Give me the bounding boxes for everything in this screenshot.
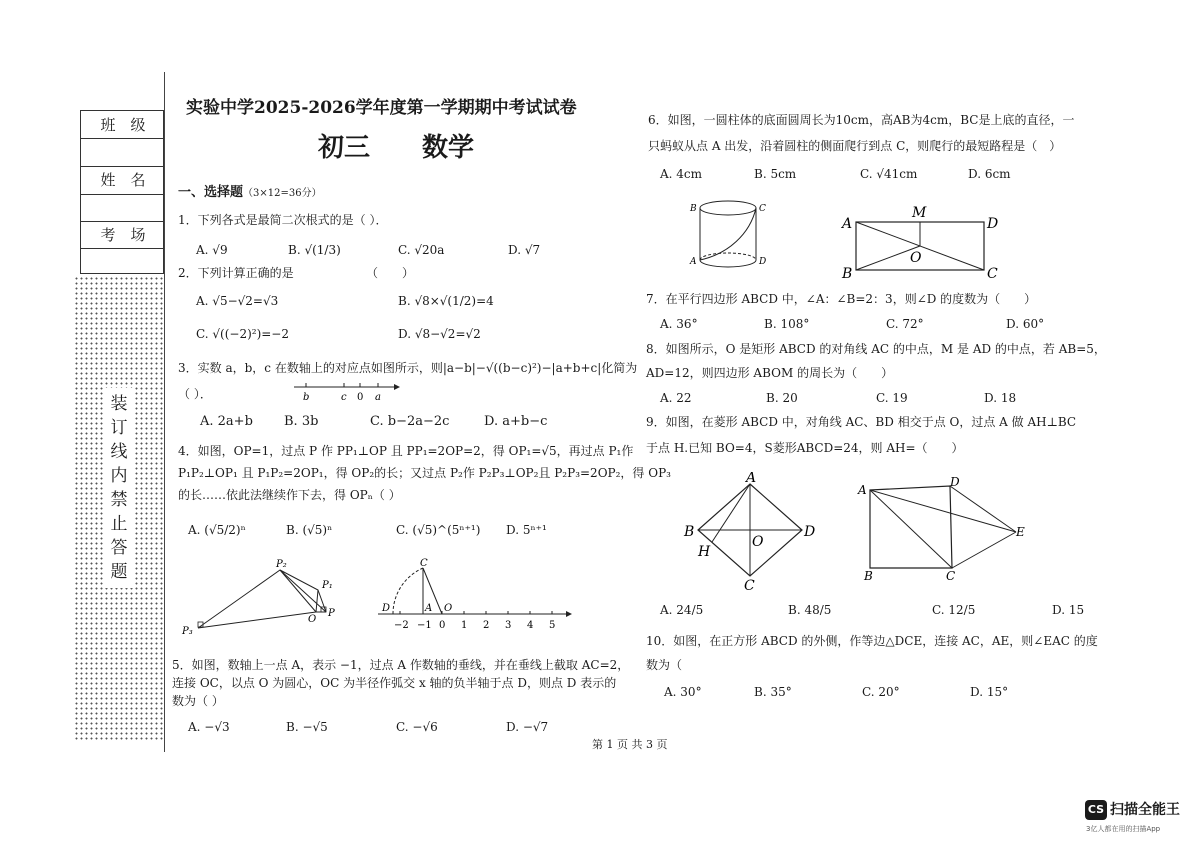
q9-line2: 于点 H.已知 BO=4，S菱形ABCD=24，则 AH=（ ） (646, 441, 964, 455)
fig4-label-p3: P₃ (182, 626, 193, 637)
camscanner-logo: CS (1085, 800, 1107, 820)
exam-room-field-label: 考 场 (100, 226, 146, 244)
fig9-label-a: A (746, 472, 757, 486)
axis-label-a: a (375, 392, 381, 403)
q6-option-a[interactable]: A. 4cm (660, 167, 703, 181)
fig9-label-c: C (744, 578, 755, 594)
q5-line1: 5．如图，数轴上一点 A，表示 −1，过点 A 作数轴的垂线，并在垂线上截取 AC=2， (172, 658, 630, 672)
q5-option-b[interactable]: B. −√5 (286, 720, 328, 734)
q6-option-b[interactable]: B. 5cm (754, 167, 797, 181)
q3-number-line (290, 378, 400, 404)
q9-option-a[interactable]: A. 24/5 (660, 603, 704, 617)
q7-option-a[interactable]: A. 36° (660, 317, 698, 331)
svg-text:2: 2 (483, 620, 490, 631)
q5-option-c[interactable]: C. −√6 (396, 720, 438, 734)
q1-option-b[interactable]: B. √(1/3) (288, 243, 341, 257)
svg-text:4: 4 (527, 620, 534, 631)
q6-figure (688, 194, 774, 274)
q10-option-d[interactable]: D. 15° (970, 685, 1009, 699)
q7-option-d[interactable]: D. 60° (1006, 317, 1045, 331)
q1-option-a[interactable]: A. √9 (196, 243, 228, 257)
q8-figure (838, 200, 1004, 282)
q7-stem: 7．在平行四边形 ABCD 中，∠A：∠B=2：3，则∠D 的度数为（ ） (646, 292, 1037, 306)
fig4-label-p2: P₂ (276, 559, 287, 570)
axis-label-c: c (341, 392, 347, 403)
q1-stem: 1．下列各式是最简二次根式的是（ ）． (178, 213, 388, 227)
fig4-label-o: O (308, 614, 317, 625)
q10-option-a[interactable]: A. 30° (664, 685, 702, 699)
q1-option-d[interactable]: D. √7 (508, 243, 541, 257)
q8-line2: AD=12，则四边形 ABOM 的周长为（ ） (646, 366, 894, 380)
fig5-label-o: O (444, 603, 453, 614)
q4-option-d[interactable]: D. 5ⁿ⁺¹ (506, 523, 547, 537)
camscanner-tagline: 3亿人都在用的扫描App (1086, 825, 1161, 833)
fig6-label-c: C (759, 204, 766, 214)
svg-text:−2: −2 (394, 620, 409, 631)
q4-option-a[interactable]: A. (√5/2)ⁿ (188, 523, 246, 537)
q9-option-c[interactable]: C. 12/5 (932, 603, 976, 617)
fig9-label-o: O (752, 534, 764, 550)
binding-line (164, 72, 165, 752)
page-number: 第 1 页 共 3 页 (592, 738, 668, 751)
q6-line1: 6．如图，一圆柱体的底面圆周长为10cm，高AB为4cm，BC是上底的直径，一 (648, 113, 1075, 127)
svg-text:3: 3 (505, 620, 512, 631)
class-field-blank[interactable] (81, 139, 165, 165)
q4-figure (180, 556, 340, 642)
q2-stem: 2．下列计算正确的是 (178, 266, 294, 280)
q2-option-d[interactable]: D. √8−√2=√2 (398, 327, 481, 341)
q3-option-d[interactable]: D. a+b−c (484, 414, 548, 429)
fig9-label-d: D (804, 524, 816, 540)
q4-line3: 的长……依此法继续作下去，得 OPₙ（ ） (178, 488, 401, 502)
q8-option-d[interactable]: D. 18 (984, 391, 1017, 405)
q3-paren: （ ）． (178, 387, 212, 401)
student-info-box (80, 110, 164, 274)
fig4-label-p: P (328, 608, 335, 619)
fig9-label-b: B (684, 524, 695, 540)
q7-option-b[interactable]: B. 108° (764, 317, 810, 331)
camscanner-name: 扫描全能王 (1110, 802, 1180, 818)
q9-option-d[interactable]: D. 15 (1052, 603, 1085, 617)
q2-option-a[interactable]: A. √5−√2=√3 (196, 294, 279, 308)
fig8-label-d: D (987, 216, 999, 232)
fig8-label-a: A (842, 216, 853, 232)
q2-option-b[interactable]: B. √8×√(1/2)=4 (398, 294, 494, 308)
fig4-label-p1: P₁ (322, 580, 333, 591)
svg-text:5: 5 (549, 620, 556, 631)
q6-option-d[interactable]: D. 6cm (968, 167, 1011, 181)
fig5-label-c: C (420, 558, 428, 569)
binding-strip (74, 276, 164, 742)
binding-notice: 装 订 线 内 禁 止 答 题 (105, 388, 133, 588)
q5-line3: 数为（ ） (172, 694, 224, 708)
q8-option-a[interactable]: A. 22 (660, 391, 692, 405)
q8-option-b[interactable]: B. 20 (766, 391, 798, 405)
fig8-label-b: B (842, 266, 853, 282)
q5-figure (374, 554, 574, 634)
q10-line1: 10．如图，在正方形 ABCD 的外侧，作等边△DCE，连接 AC，AE，则∠EAC 的度 (646, 634, 1098, 648)
q6-line2: 只蚂蚁从点 A 出发，沿着圆柱的侧面爬行到点 C，则爬行的最短路程是（ ） (648, 139, 1062, 153)
fig6-label-b: B (690, 204, 697, 214)
fig10-label-c: C (946, 569, 956, 583)
q3-option-b[interactable]: B. 3b (284, 414, 319, 429)
q4-line2: P₁P₂⊥OP₁ 且 P₁P₂=2OP₁，得 OP₂的长；又过点 P₂作 P₂P₃⊥OP₂且 P₂P₃=2OP₂，得 OP₃ (178, 466, 671, 480)
subject-title: 初三 数学 (318, 133, 475, 163)
fig8-label-o: O (910, 250, 922, 266)
exam-room-field-blank[interactable] (81, 249, 165, 275)
fig8-label-m: M (912, 205, 927, 221)
q9-option-b[interactable]: B. 48/5 (788, 603, 832, 617)
name-field-blank[interactable] (81, 195, 165, 221)
fig6-label-a: A (690, 257, 697, 267)
fig10-label-d: D (950, 476, 960, 489)
class-field-label: 班 级 (100, 116, 146, 134)
fig5-label-a: A (425, 603, 433, 614)
exam-title: 实验中学2025-2026学年度第一学期期中考试试卷 (186, 98, 577, 118)
q10-option-c[interactable]: C. 20° (862, 685, 900, 699)
q10-figure (856, 476, 1032, 586)
svg-text:−1: −1 (417, 620, 432, 631)
q2-option-c[interactable]: C. √((−2)²)=−2 (196, 327, 289, 341)
fig8-label-c: C (987, 266, 998, 282)
name-field-label: 姓 名 (100, 171, 146, 189)
fig5-label-d: D (382, 603, 391, 614)
q3-option-c[interactable]: C. b−2a−2c (370, 414, 450, 429)
axis-label-b: b (303, 392, 310, 403)
section-heading: 一、选择题（3×12=36分） (178, 185, 322, 200)
q10-option-b[interactable]: B. 35° (754, 685, 792, 699)
q4-line1: 4．如图，OP=1，过点 P 作 PP₁⊥OP 且 PP₁=2OP=2，得 OP₁=√5，再过点 P₁作 (178, 444, 634, 458)
svg-text:0: 0 (439, 620, 446, 631)
q1-option-c[interactable]: C. √20a (398, 243, 445, 257)
fig6-label-d: D (759, 257, 767, 267)
q8-line1: 8．如图所示，O 是矩形 ABCD 的对角线 AC 的中点，M 是 AD 的中点，若 AB=5， (646, 342, 1106, 356)
q3-stem: 3．实数 a，b，c 在数轴上的对应点如图所示，则|a−b|−√((b−c)²)−|a+b+c|化简为 (178, 361, 638, 375)
q3-option-a[interactable]: A. 2a+b (200, 414, 253, 429)
q6-option-c[interactable]: C. √41cm (860, 167, 918, 181)
svg-text:1: 1 (461, 620, 468, 631)
q5-line2: 连接 OC，以点 O 为圆心，OC 为半径作弧交 x 轴的负半轴于点 D，则点 D 表示的 (172, 676, 617, 690)
q10-line2: 数为（ (646, 658, 683, 672)
fig10-label-a: A (858, 483, 867, 497)
q4-option-b[interactable]: B. (√5)ⁿ (286, 523, 333, 537)
q5-option-d[interactable]: D. −√7 (506, 720, 549, 734)
fig9-label-h: H (698, 544, 711, 560)
q9-line1: 9．如图，在菱形 ABCD 中，对角线 AC、BD 相交于点 O，过点 A 做 AH⊥BC (646, 415, 1077, 429)
axis-label-0: 0 (357, 392, 364, 403)
q5-option-a[interactable]: A. −√3 (188, 720, 230, 734)
q8-option-c[interactable]: C. 19 (876, 391, 908, 405)
fig10-label-e: E (1016, 525, 1025, 539)
q2-paren: （ ） (366, 266, 415, 280)
q9-figure (680, 472, 826, 594)
q4-option-c[interactable]: C. (√5)^(5ⁿ⁺¹) (396, 523, 481, 537)
q7-option-c[interactable]: C. 72° (886, 317, 924, 331)
fig10-label-b: B (864, 569, 873, 583)
